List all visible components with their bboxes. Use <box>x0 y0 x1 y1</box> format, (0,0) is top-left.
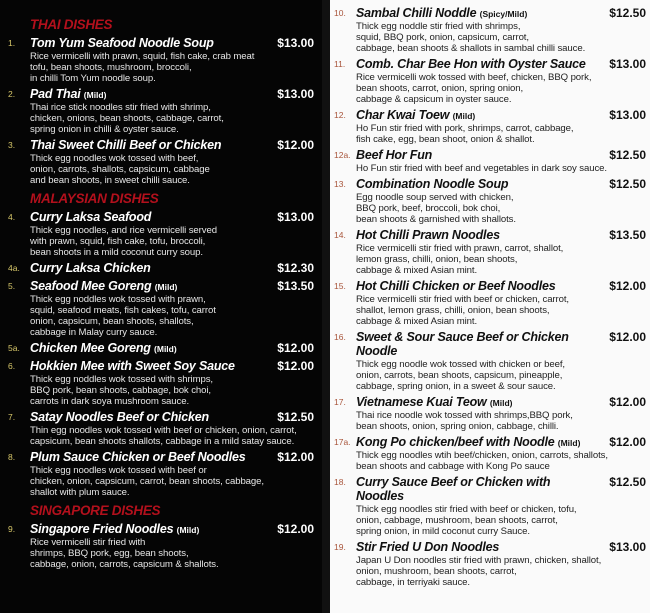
left-menu-column <box>0 0 320 573</box>
item-price: $13.00 <box>277 210 314 224</box>
menu-item <box>334 148 646 174</box>
menu-item <box>8 341 314 356</box>
item-name: Combination Noodle Soup <box>356 177 509 191</box>
item-header <box>356 540 646 555</box>
menu-item <box>8 522 314 570</box>
item-name-line <box>356 330 594 359</box>
item-name: Stir Fried U Don Noodles <box>356 540 500 554</box>
item-description: Rice vermicelli stir fried with prawn, carrot, shallot, lemon grass, chilli, onion, bean shoots, cabbage & mixed Asian mint. <box>356 243 564 276</box>
item-price: $12.00 <box>277 138 314 152</box>
item-header <box>356 177 646 192</box>
item-body <box>30 522 314 570</box>
item-description: Rice vermicelli with prawn, squid, fish cake, crab meat tofu, bean shoots, mushroom, broccoli, in chilli Tom Yum noodle soup. <box>30 51 255 84</box>
item-description: Thick egg noddles wok tossed with prawn, squid, seafood meats, fish cakes, tofu, carrot onion, capsicum, bean shoots, shallots, cabbage in Malay curry sauce. <box>30 294 216 338</box>
panel-divider <box>322 0 330 613</box>
item-name: Curry Sauce Beef or Chicken with Noodles <box>356 475 551 503</box>
item-header <box>356 395 646 410</box>
item-price: $12.50 <box>277 410 314 424</box>
item-note: (Mild) <box>154 282 178 292</box>
section-heading-singapore: SINGAPORE DISHES <box>30 503 161 518</box>
item-body <box>356 177 646 225</box>
item-price: $13.00 <box>277 36 314 50</box>
item-description: Egg noodle soup served with chicken, BBQ pork, beef, broccoli, bok choi, bean shoots & garnished with shallots. <box>356 192 516 225</box>
item-number: 16. <box>334 332 346 342</box>
item-price: $13.00 <box>277 87 314 101</box>
item-price: $13.50 <box>277 279 314 293</box>
item-number: 3. <box>8 140 16 150</box>
item-price: $12.00 <box>609 279 646 293</box>
item-name: Kong Po chicken/beef with Noodle <box>356 435 555 449</box>
item-description: Thin egg noodles wok tossed with beef or chicken, onion, carrot, capsicum, bean shoots shallots, cabbage in a mild satay sauce. <box>30 425 297 447</box>
item-price: $13.50 <box>609 228 646 242</box>
item-number: 11. <box>334 59 346 69</box>
item-price: $12.00 <box>277 341 314 355</box>
item-body <box>30 410 314 447</box>
item-description: Rice vermicelli wok tossed with beef, chicken, BBQ pork, bean shoots, carrot, onion, spring onion, cabbage & capsicum in oyster sauce. <box>356 72 592 105</box>
item-name: Sweet & Sour Sauce Beef or Chicken Noodle <box>356 330 569 358</box>
item-name: Pad Thai <box>30 87 81 101</box>
item-name-line <box>356 108 594 123</box>
item-price: $12.30 <box>277 261 314 275</box>
item-name: Hot Chilli Prawn Noodles <box>356 228 500 242</box>
item-number: 15. <box>334 281 346 291</box>
item-name-line <box>30 522 262 537</box>
item-name-line <box>30 261 262 276</box>
menu-item <box>8 210 314 258</box>
item-header <box>356 279 646 294</box>
item-header <box>30 279 314 294</box>
section-heading-thai: THAI DISHES <box>30 17 113 32</box>
item-price: $12.50 <box>609 177 646 191</box>
item-name: Curry Laksa Chicken <box>30 261 151 275</box>
item-header <box>356 330 646 359</box>
item-number: 1. <box>8 38 16 48</box>
menu-item <box>334 279 646 327</box>
menu-item <box>334 435 646 472</box>
item-number: 4a. <box>8 263 20 273</box>
menu-item <box>8 36 314 84</box>
item-description: Thick egg noodles stir fried with beef or chicken, tofu, onion, cabbage, mushroom, bean shoots, carrot, spring onion, in mild coconut curry Sauce. <box>356 504 577 537</box>
item-header <box>30 450 314 465</box>
item-price: $12.50 <box>609 6 646 20</box>
item-name: Curry Laksa Seafood <box>30 210 152 224</box>
item-price: $12.00 <box>277 359 314 373</box>
item-header <box>356 228 646 243</box>
item-number: 13. <box>334 179 346 189</box>
item-note: (Mild) <box>452 111 476 121</box>
item-number: 14. <box>334 230 346 240</box>
item-description: Ho Fun stir fried with beef and vegetables in dark soy sauce. <box>356 163 607 174</box>
item-header <box>30 359 314 374</box>
item-note: (Spicy/Mild) <box>479 9 528 19</box>
item-note: (Mild) <box>489 398 513 408</box>
item-description: Rice vermicelli stir fried with shrimps, BBQ pork, egg, bean shoots, cabbage, onion, carrots, capsicum & shallots. <box>30 537 219 570</box>
item-description: Ho Fun stir fried with pork, shrimps, carrot, cabbage, fish cake, egg, bean shoot, onion & shallot. <box>356 123 574 145</box>
item-name: Plum Sauce Chicken or Beef Noodles <box>30 450 246 464</box>
item-body <box>356 279 646 327</box>
item-name-line <box>356 228 594 243</box>
item-name: Satay Noodles Beef or Chicken <box>30 410 209 424</box>
menu-item <box>334 395 646 432</box>
item-header <box>30 87 314 102</box>
item-price: $12.00 <box>277 450 314 464</box>
item-name: Comb. Char Bee Hon with Oyster Sauce <box>356 57 586 71</box>
item-name: Beef Hor Fun <box>356 148 433 162</box>
item-name-line <box>30 359 262 374</box>
item-header <box>30 138 314 153</box>
item-name: Singapore Fried Noodles <box>30 522 174 536</box>
item-number: 7. <box>8 412 16 422</box>
item-price: $12.50 <box>609 148 646 162</box>
item-number: 17a. <box>334 437 351 447</box>
item-body <box>356 475 646 537</box>
item-body <box>30 36 314 84</box>
menu-item <box>8 279 314 338</box>
item-name: Hokkien Mee with Sweet Soy Sauce <box>30 359 235 373</box>
item-body <box>30 450 314 498</box>
menu-item <box>8 450 314 498</box>
item-name-line <box>30 410 262 425</box>
item-number: 12. <box>334 110 346 120</box>
item-body <box>356 540 646 588</box>
item-description: Thick egg noodles wok tossed with beef, onion, carrots, shallots, capsicum, cabbage and bean shoots, in sweet chilli sauce. <box>30 153 210 186</box>
item-number: 10. <box>334 8 346 18</box>
item-name-line <box>356 475 594 504</box>
item-price: $12.00 <box>609 435 646 449</box>
item-price: $12.00 <box>277 522 314 536</box>
item-price: $12.00 <box>609 395 646 409</box>
item-body <box>30 279 314 338</box>
item-number: 9. <box>8 524 16 534</box>
menu-item <box>334 6 646 54</box>
menu-item <box>334 177 646 225</box>
menu-item <box>334 228 646 276</box>
item-header <box>356 475 646 504</box>
item-note: (Mild) <box>176 525 200 535</box>
item-body <box>356 228 646 276</box>
item-name: Tom Yum Seafood Noodle Soup <box>30 36 214 50</box>
right-menu-column <box>332 0 650 591</box>
item-name-line <box>30 450 262 465</box>
menu-item <box>334 57 646 105</box>
item-name-line <box>356 177 594 192</box>
item-name-line <box>30 341 262 356</box>
item-description: Thick egg noodles wtih beef/chicken, onion, carrots, shallots, bean shoots and cabbage with Kong Po sauce <box>356 450 608 472</box>
item-name-line <box>30 36 262 51</box>
item-name-line <box>356 148 594 163</box>
item-body <box>30 210 314 258</box>
item-body <box>356 395 646 432</box>
item-description: Thick egg noddles wok tossed with shrimps, BBQ pork, bean shoots, cabbage, bok choi, carrots in dark soya mushroom sauce. <box>30 374 213 407</box>
menu-item <box>8 261 314 276</box>
item-name-line <box>356 6 594 21</box>
item-name-line <box>356 279 594 294</box>
item-name-line <box>356 57 594 72</box>
item-description: Japan U Don noodles stir fried with prawn, chicken, shallot, onion, mushroom, bean shoots, carrot, cabbage, in terriyaki sauce. <box>356 555 602 588</box>
item-description: Thick egg noodle wok tossed with chicken or beef, onion, carrots, bean shoots, capsicum, pineapple, cabbage, spring onion, in a sweet & sour sauce. <box>356 359 565 392</box>
item-note: (Mild) <box>154 344 177 354</box>
item-name: Chicken Mee Goreng <box>30 341 151 355</box>
item-number: 6. <box>8 361 16 371</box>
item-header <box>30 36 314 51</box>
menu-item <box>8 87 314 135</box>
item-number: 5. <box>8 281 16 291</box>
item-header <box>356 108 646 123</box>
item-price: $13.00 <box>609 108 646 122</box>
item-name: Hot Chilli Chicken or Beef Noodles <box>356 279 556 293</box>
item-description: Thick egg noddle stir fried with shrimps, squid, BBQ pork, onion, capsicum, carrot, cabbage, bean shoots & shallots in sambal chilli sauce. <box>356 21 586 54</box>
item-price: $13.00 <box>609 540 646 554</box>
item-header <box>30 522 314 537</box>
item-description: Rice vermicelli stir fried with beef or chicken, carrot, shallot, lemon grass, chilli, onion, bean shoots, cabbage & mixed Asian mint. <box>356 294 569 327</box>
item-number: 12a. <box>334 150 351 160</box>
item-number: 2. <box>8 89 16 99</box>
item-name-line <box>356 435 594 450</box>
item-name: Seafood Mee Goreng <box>30 279 152 293</box>
menu-item <box>334 330 646 392</box>
item-body <box>356 108 646 145</box>
item-body <box>356 6 646 54</box>
item-description: Thick egg noodles, and rice vermicelli served with prawn, squid, fish cake, tofu, broccoli, bean shoots in a mild coconut curry soup. <box>30 225 217 258</box>
item-name: Thai Sweet Chilli Beef or Chicken <box>30 138 222 152</box>
item-number: 8. <box>8 452 16 462</box>
item-name-line <box>356 395 594 410</box>
item-name: Vietnamese Kuai Teow <box>356 395 487 409</box>
item-price: $12.50 <box>609 475 646 489</box>
item-note: (Mild) <box>557 438 581 448</box>
item-description: Thick egg noodles wok tossed with beef or chicken, onion, capsicum, carrot, bean shoots, cabbage, shallot with plum sauce. <box>30 465 264 498</box>
item-price: $12.00 <box>609 330 646 344</box>
item-description: Thai rice stick noodles stir fried with shrimp, chicken, onions, bean shoots, cabbage, carrot, spring onion in chilli & oyster sauce. <box>30 102 224 135</box>
item-body <box>356 435 646 472</box>
item-body <box>30 341 314 356</box>
item-header <box>356 435 646 450</box>
item-body <box>356 330 646 392</box>
item-header <box>356 6 646 21</box>
item-number: 4. <box>8 212 16 222</box>
item-number: 19. <box>334 542 346 552</box>
menu-item <box>334 540 646 588</box>
item-body <box>356 57 646 105</box>
menu-item <box>8 359 314 407</box>
item-header <box>30 341 314 356</box>
item-name-line <box>30 210 262 225</box>
item-body <box>356 148 646 174</box>
item-header <box>30 261 314 276</box>
item-header <box>30 410 314 425</box>
item-body <box>30 87 314 135</box>
item-header <box>356 57 646 72</box>
item-price: $13.00 <box>609 57 646 71</box>
item-note: (Mild) <box>83 90 107 100</box>
menu-item <box>8 410 314 447</box>
item-body <box>30 261 314 276</box>
menu-item <box>334 108 646 145</box>
item-name: Sambal Chilli Noddle <box>356 6 477 20</box>
menu-item <box>334 475 646 537</box>
section-heading-malaysian: MALAYSIAN DISHES <box>30 191 159 206</box>
item-number: 17. <box>334 397 346 407</box>
item-header <box>30 210 314 225</box>
item-name-line <box>30 138 262 153</box>
item-number: 5a. <box>8 343 20 353</box>
item-name-line <box>30 279 262 294</box>
item-number: 18. <box>334 477 346 487</box>
item-name-line <box>356 540 594 555</box>
item-name: Char Kwai Toew <box>356 108 450 122</box>
item-description: Thai rice noodle wok tossed with shrimps,BBQ pork, bean shoots, onion, spring onion, cabbage, chilli. <box>356 410 573 432</box>
item-header <box>356 148 646 163</box>
item-body <box>30 138 314 186</box>
item-name-line <box>30 87 262 102</box>
menu-item <box>8 138 314 186</box>
item-body <box>30 359 314 407</box>
